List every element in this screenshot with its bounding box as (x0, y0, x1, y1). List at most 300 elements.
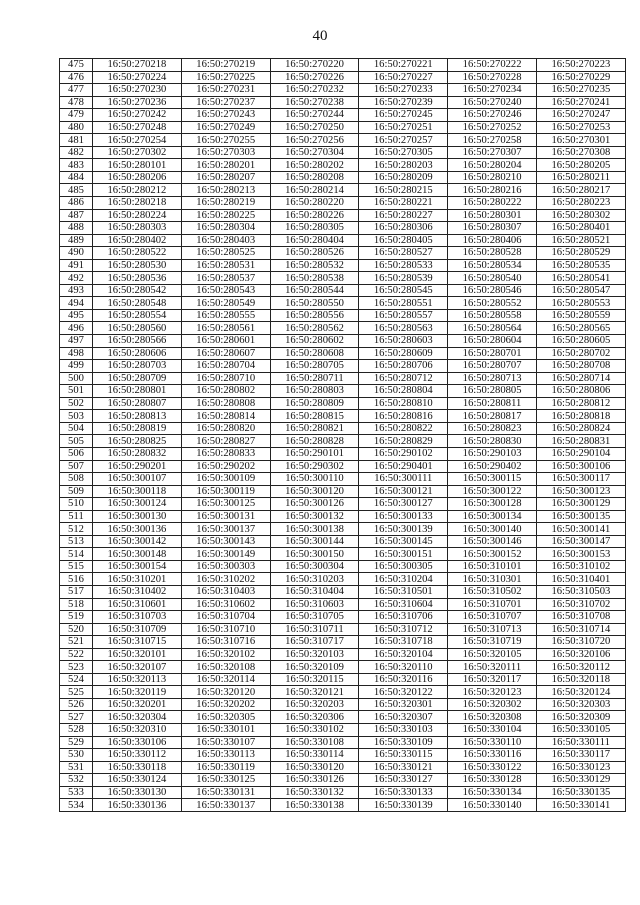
row-number-cell: 506 (60, 447, 93, 460)
row-number-cell: 523 (60, 661, 93, 674)
cadastral-number-cell: 16:50:280556 (270, 309, 359, 322)
cadastral-number-cell: 16:50:300118 (93, 485, 182, 498)
cadastral-number-cell: 16:50:270228 (448, 71, 537, 84)
cadastral-number-cell: 16:50:270307 (448, 146, 537, 159)
table-row (60, 84, 626, 97)
cadastral-number-cell: 16:50:280402 (93, 234, 182, 247)
cadastral-number-cell: 16:50:300134 (448, 510, 537, 523)
cadastral-table (59, 58, 626, 812)
table-row (60, 297, 626, 310)
table-row (60, 673, 626, 686)
row-number-cell: 509 (60, 485, 93, 498)
cadastral-number-cell: 16:50:320109 (270, 661, 359, 674)
table-row (60, 96, 626, 109)
cadastral-number-cell: 16:50:280522 (93, 247, 182, 260)
cadastral-number-cell: 16:50:280803 (270, 385, 359, 398)
cadastral-number-cell: 16:50:280534 (448, 259, 537, 272)
cadastral-number-cell: 16:50:270246 (448, 109, 537, 122)
cadastral-number-cell: 16:50:280831 (536, 435, 625, 448)
cadastral-number-cell: 16:50:310503 (536, 585, 625, 598)
cadastral-number-cell: 16:50:300120 (270, 485, 359, 498)
cadastral-number-cell: 16:50:280530 (93, 259, 182, 272)
cadastral-number-cell: 16:50:320116 (359, 673, 448, 686)
cadastral-number-cell: 16:50:310705 (270, 611, 359, 624)
cadastral-number-cell: 16:50:320124 (536, 686, 625, 699)
cadastral-number-cell: 16:50:290104 (536, 447, 625, 460)
cadastral-number-cell: 16:50:280706 (359, 360, 448, 373)
table-row (60, 360, 626, 373)
cadastral-number-cell: 16:50:280101 (93, 159, 182, 172)
row-number-cell: 500 (60, 372, 93, 385)
cadastral-number-cell: 16:50:310202 (181, 573, 270, 586)
table-row (60, 184, 626, 197)
cadastral-number-cell: 16:50:310402 (93, 585, 182, 598)
cadastral-number-cell: 16:50:270302 (93, 146, 182, 159)
table-row (60, 335, 626, 348)
cadastral-number-cell: 16:50:270236 (93, 96, 182, 109)
cadastral-number-cell: 16:50:330122 (448, 761, 537, 774)
cadastral-number-cell: 16:50:270249 (181, 121, 270, 134)
cadastral-number-cell: 16:50:310707 (448, 611, 537, 624)
cadastral-number-cell: 16:50:330123 (536, 761, 625, 774)
cadastral-number-cell: 16:50:320112 (536, 661, 625, 674)
cadastral-number-cell: 16:50:270251 (359, 121, 448, 134)
cadastral-number-cell: 16:50:300107 (93, 473, 182, 486)
row-number-cell: 517 (60, 585, 93, 598)
cadastral-number-cell: 16:50:330120 (270, 761, 359, 774)
cadastral-number-cell: 16:50:280537 (181, 272, 270, 285)
row-number-cell: 484 (60, 171, 93, 184)
cadastral-number-cell: 16:50:270230 (93, 84, 182, 97)
cadastral-number-cell: 16:50:280227 (359, 209, 448, 222)
table-row (60, 134, 626, 147)
cadastral-number-cell: 16:50:280210 (448, 171, 537, 184)
row-number-cell: 478 (60, 96, 93, 109)
cadastral-number-cell: 16:50:310601 (93, 598, 182, 611)
row-number-cell: 496 (60, 322, 93, 335)
cadastral-number-cell: 16:50:310714 (536, 623, 625, 636)
cadastral-number-cell: 16:50:280208 (270, 171, 359, 184)
cadastral-number-cell: 16:50:280201 (181, 159, 270, 172)
cadastral-number-cell: 16:50:310709 (93, 623, 182, 636)
cadastral-number-cell: 16:50:300115 (448, 473, 537, 486)
cadastral-number-cell: 16:50:280805 (448, 385, 537, 398)
cadastral-number-cell: 16:50:280808 (181, 397, 270, 410)
cadastral-number-cell: 16:50:280224 (93, 209, 182, 222)
cadastral-number-cell: 16:50:280301 (448, 209, 537, 222)
cadastral-number-cell: 16:50:310102 (536, 560, 625, 573)
row-number-cell: 485 (60, 184, 93, 197)
cadastral-number-cell: 16:50:270237 (181, 96, 270, 109)
cadastral-number-cell: 16:50:320306 (270, 711, 359, 724)
table-row (60, 209, 626, 222)
cadastral-number-cell: 16:50:270218 (93, 59, 182, 72)
cadastral-number-cell: 16:50:330130 (93, 786, 182, 799)
cadastral-number-cell: 16:50:280547 (536, 284, 625, 297)
row-number-cell: 513 (60, 535, 93, 548)
cadastral-number-cell: 16:50:330128 (448, 774, 537, 787)
cadastral-number-cell: 16:50:310713 (448, 623, 537, 636)
table-row (60, 523, 626, 536)
cadastral-number-cell: 16:50:320105 (448, 648, 537, 661)
row-number-cell: 491 (60, 259, 93, 272)
cadastral-number-cell: 16:50:280220 (270, 197, 359, 210)
cadastral-number-cell: 16:50:280535 (536, 259, 625, 272)
cadastral-number-cell: 16:50:280807 (93, 397, 182, 410)
cadastral-number-cell: 16:50:270224 (93, 71, 182, 84)
cadastral-number-cell: 16:50:300145 (359, 535, 448, 548)
cadastral-number-cell: 16:50:270244 (270, 109, 359, 122)
cadastral-number-cell: 16:50:320122 (359, 686, 448, 699)
cadastral-number-cell: 16:50:280550 (270, 297, 359, 310)
cadastral-number-cell: 16:50:280813 (93, 410, 182, 423)
cadastral-number-cell: 16:50:270252 (448, 121, 537, 134)
cadastral-number-cell: 16:50:290202 (181, 460, 270, 473)
table-row (60, 711, 626, 724)
cadastral-number-cell: 16:50:330114 (270, 749, 359, 762)
cadastral-number-cell: 16:50:280701 (448, 347, 537, 360)
row-number-cell: 530 (60, 749, 93, 762)
table-row (60, 422, 626, 435)
cadastral-number-cell: 16:50:280205 (536, 159, 625, 172)
cadastral-number-cell: 16:50:270220 (270, 59, 359, 72)
cadastral-number-cell: 16:50:280708 (536, 360, 625, 373)
table-row (60, 460, 626, 473)
cadastral-number-cell: 16:50:330106 (93, 736, 182, 749)
cadastral-number-cell: 16:50:300106 (536, 460, 625, 473)
cadastral-number-cell: 16:50:280558 (448, 309, 537, 322)
cadastral-number-cell: 16:50:280712 (359, 372, 448, 385)
cadastral-number-cell: 16:50:330105 (536, 723, 625, 736)
cadastral-number-cell: 16:50:300150 (270, 548, 359, 561)
cadastral-number-cell: 16:50:280539 (359, 272, 448, 285)
cadastral-number-cell: 16:50:300126 (270, 498, 359, 511)
cadastral-number-cell: 16:50:280215 (359, 184, 448, 197)
cadastral-number-cell: 16:50:280802 (181, 385, 270, 398)
table-row (60, 59, 626, 72)
cadastral-number-cell: 16:50:280303 (93, 222, 182, 235)
row-number-cell: 533 (60, 786, 93, 799)
row-number-cell: 507 (60, 460, 93, 473)
cadastral-number-cell: 16:50:320103 (270, 648, 359, 661)
table-row (60, 284, 626, 297)
cadastral-number-cell: 16:50:330138 (270, 799, 359, 812)
cadastral-number-cell: 16:50:330132 (270, 786, 359, 799)
cadastral-number-cell: 16:50:280561 (181, 322, 270, 335)
cadastral-number-cell: 16:50:280833 (181, 447, 270, 460)
cadastral-number-cell: 16:50:300131 (181, 510, 270, 523)
cadastral-number-cell: 16:50:280607 (181, 347, 270, 360)
table-row (60, 535, 626, 548)
table-row (60, 736, 626, 749)
cadastral-number-cell: 16:50:300141 (536, 523, 625, 536)
cadastral-number-cell: 16:50:300143 (181, 535, 270, 548)
cadastral-number-cell: 16:50:290302 (270, 460, 359, 473)
cadastral-number-cell: 16:50:280605 (536, 335, 625, 348)
row-number-cell: 514 (60, 548, 93, 561)
row-number-cell: 481 (60, 134, 93, 147)
cadastral-number-cell: 16:50:280552 (448, 297, 537, 310)
cadastral-number-cell: 16:50:330101 (181, 723, 270, 736)
cadastral-number-cell: 16:50:280214 (270, 184, 359, 197)
cadastral-number-cell: 16:50:320106 (536, 648, 625, 661)
cadastral-number-cell: 16:50:280403 (181, 234, 270, 247)
cadastral-number-cell: 16:50:320119 (93, 686, 182, 699)
row-number-cell: 511 (60, 510, 93, 523)
cadastral-number-cell: 16:50:280818 (536, 410, 625, 423)
cadastral-number-cell: 16:50:330115 (359, 749, 448, 762)
table-row (60, 573, 626, 586)
cadastral-number-cell: 16:50:280814 (181, 410, 270, 423)
cadastral-number-cell: 16:50:270238 (270, 96, 359, 109)
cadastral-number-cell: 16:50:300109 (181, 473, 270, 486)
table-row (60, 585, 626, 598)
cadastral-number-cell: 16:50:310717 (270, 636, 359, 649)
cadastral-number-cell: 16:50:280832 (93, 447, 182, 460)
cadastral-number-cell: 16:50:280564 (448, 322, 537, 335)
table-row (60, 222, 626, 235)
cadastral-number-cell: 16:50:280809 (270, 397, 359, 410)
cadastral-number-cell: 16:50:270245 (359, 109, 448, 122)
cadastral-number-cell: 16:50:300117 (536, 473, 625, 486)
cadastral-number-cell: 16:50:300130 (93, 510, 182, 523)
row-number-cell: 524 (60, 673, 93, 686)
cadastral-number-cell: 16:50:270226 (270, 71, 359, 84)
cadastral-number-cell: 16:50:280821 (270, 422, 359, 435)
cadastral-number-cell: 16:50:320117 (448, 673, 537, 686)
cadastral-number-cell: 16:50:280601 (181, 335, 270, 348)
cadastral-number-cell: 16:50:280540 (448, 272, 537, 285)
cadastral-number-cell: 16:50:280829 (359, 435, 448, 448)
cadastral-number-cell: 16:50:280538 (270, 272, 359, 285)
cadastral-number-cell: 16:50:280555 (181, 309, 270, 322)
cadastral-number-cell: 16:50:310715 (93, 636, 182, 649)
row-number-cell: 477 (60, 84, 93, 97)
table-row (60, 234, 626, 247)
cadastral-number-cell: 16:50:280533 (359, 259, 448, 272)
cadastral-number-cell: 16:50:280554 (93, 309, 182, 322)
cadastral-number-cell: 16:50:330107 (181, 736, 270, 749)
cadastral-number-cell: 16:50:310404 (270, 585, 359, 598)
table-row (60, 560, 626, 573)
cadastral-number-cell: 16:50:270304 (270, 146, 359, 159)
row-number-cell: 521 (60, 636, 93, 649)
cadastral-number-cell: 16:50:280609 (359, 347, 448, 360)
cadastral-number-cell: 16:50:300125 (181, 498, 270, 511)
cadastral-number-cell: 16:50:270243 (181, 109, 270, 122)
cadastral-number-cell: 16:50:300154 (93, 560, 182, 573)
cadastral-number-cell: 16:50:320115 (270, 673, 359, 686)
row-number-cell: 532 (60, 774, 93, 787)
cadastral-number-cell: 16:50:270225 (181, 71, 270, 84)
cadastral-number-cell: 16:50:300147 (536, 535, 625, 548)
cadastral-number-cell: 16:50:330118 (93, 761, 182, 774)
cadastral-number-cell: 16:50:280711 (270, 372, 359, 385)
row-number-cell: 528 (60, 723, 93, 736)
cadastral-number-cell: 16:50:280713 (448, 372, 537, 385)
cadastral-number-cell: 16:50:280827 (181, 435, 270, 448)
cadastral-number-cell: 16:50:300128 (448, 498, 537, 511)
row-number-cell: 518 (60, 598, 93, 611)
cadastral-number-cell: 16:50:280702 (536, 347, 625, 360)
cadastral-number-cell: 16:50:330127 (359, 774, 448, 787)
cadastral-number-cell: 16:50:280218 (93, 197, 182, 210)
cadastral-number-cell: 16:50:270254 (93, 134, 182, 147)
cadastral-number-cell: 16:50:300140 (448, 523, 537, 536)
cadastral-number-cell: 16:50:320113 (93, 673, 182, 686)
cadastral-number-cell: 16:50:330133 (359, 786, 448, 799)
cadastral-number-cell: 16:50:330116 (448, 749, 537, 762)
cadastral-number-cell: 16:50:280709 (93, 372, 182, 385)
cadastral-number-cell: 16:50:320121 (270, 686, 359, 699)
table-row (60, 159, 626, 172)
cadastral-number-cell: 16:50:280817 (448, 410, 537, 423)
cadastral-number-cell: 16:50:300127 (359, 498, 448, 511)
row-number-cell: 497 (60, 335, 93, 348)
cadastral-number-cell: 16:50:300151 (359, 548, 448, 561)
cadastral-number-cell: 16:50:300122 (448, 485, 537, 498)
cadastral-number-cell: 16:50:320310 (93, 723, 182, 736)
cadastral-number-cell: 16:50:270303 (181, 146, 270, 159)
cadastral-number-cell: 16:50:320309 (536, 711, 625, 724)
table-row (60, 774, 626, 787)
cadastral-number-cell: 16:50:280830 (448, 435, 537, 448)
table-row (60, 473, 626, 486)
cadastral-number-cell: 16:50:280544 (270, 284, 359, 297)
cadastral-number-cell: 16:50:280543 (181, 284, 270, 297)
cadastral-number-cell: 16:50:270231 (181, 84, 270, 97)
row-number-cell: 510 (60, 498, 93, 511)
table-row (60, 636, 626, 649)
cadastral-number-cell: 16:50:310502 (448, 585, 537, 598)
cadastral-number-cell: 16:50:270301 (536, 134, 625, 147)
table-row (60, 661, 626, 674)
row-number-cell: 499 (60, 360, 93, 373)
cadastral-number-cell: 16:50:280557 (359, 309, 448, 322)
cadastral-number-cell: 16:50:280531 (181, 259, 270, 272)
cadastral-number-cell: 16:50:310501 (359, 585, 448, 598)
cadastral-number-cell: 16:50:270235 (536, 84, 625, 97)
cadastral-number-cell: 16:50:320201 (93, 698, 182, 711)
cadastral-number-cell: 16:50:280710 (181, 372, 270, 385)
cadastral-number-cell: 16:50:320202 (181, 698, 270, 711)
row-number-cell: 522 (60, 648, 93, 661)
cadastral-number-cell: 16:50:320110 (359, 661, 448, 674)
table-row (60, 723, 626, 736)
table-row (60, 510, 626, 523)
row-number-cell: 488 (60, 222, 93, 235)
cadastral-number-cell: 16:50:280549 (181, 297, 270, 310)
table-row (60, 435, 626, 448)
table-row (60, 397, 626, 410)
cadastral-number-cell: 16:50:320102 (181, 648, 270, 661)
cadastral-number-cell: 16:50:280545 (359, 284, 448, 297)
cadastral-number-cell: 16:50:290402 (448, 460, 537, 473)
row-number-cell: 495 (60, 309, 93, 322)
cadastral-number-cell: 16:50:280548 (93, 297, 182, 310)
cadastral-number-cell: 16:50:280203 (359, 159, 448, 172)
cadastral-number-cell: 16:50:320301 (359, 698, 448, 711)
page-number: 40 (312, 28, 328, 44)
cadastral-number-cell: 16:50:280703 (93, 360, 182, 373)
cadastral-number-cell: 16:50:280704 (181, 360, 270, 373)
cadastral-number-cell: 16:50:310710 (181, 623, 270, 636)
cadastral-number-cell: 16:50:280810 (359, 397, 448, 410)
cadastral-number-cell: 16:50:270305 (359, 146, 448, 159)
cadastral-number-cell: 16:50:270258 (448, 134, 537, 147)
row-number-cell: 502 (60, 397, 93, 410)
row-number-cell: 527 (60, 711, 93, 724)
cadastral-number-cell: 16:50:280221 (359, 197, 448, 210)
cadastral-number-cell: 16:50:310101 (448, 560, 537, 573)
cadastral-number-cell: 16:50:280527 (359, 247, 448, 260)
row-number-cell: 489 (60, 234, 93, 247)
cadastral-number-cell: 16:50:270255 (181, 134, 270, 147)
cadastral-number-cell: 16:50:310704 (181, 611, 270, 624)
cadastral-number-cell: 16:50:280822 (359, 422, 448, 435)
cadastral-number-cell: 16:50:280705 (270, 360, 359, 373)
cadastral-number-cell: 16:50:320304 (93, 711, 182, 724)
cadastral-number-cell: 16:50:280820 (181, 422, 270, 435)
cadastral-number-cell: 16:50:310602 (181, 598, 270, 611)
cadastral-number-cell: 16:50:280307 (448, 222, 537, 235)
cadastral-number-cell: 16:50:330136 (93, 799, 182, 812)
cadastral-number-cell: 16:50:300304 (270, 560, 359, 573)
row-number-cell: 504 (60, 422, 93, 435)
row-number-cell: 529 (60, 736, 93, 749)
cadastral-number-cell: 16:50:280824 (536, 422, 625, 435)
cadastral-number-cell: 16:50:310203 (270, 573, 359, 586)
cadastral-number-cell: 16:50:280521 (536, 234, 625, 247)
cadastral-number-cell: 16:50:300133 (359, 510, 448, 523)
cadastral-number-cell: 16:50:280217 (536, 184, 625, 197)
cadastral-number-cell: 16:50:280559 (536, 309, 625, 322)
cadastral-number-cell: 16:50:310603 (270, 598, 359, 611)
cadastral-number-cell: 16:50:280825 (93, 435, 182, 448)
cadastral-number-cell: 16:50:330137 (181, 799, 270, 812)
table-row (60, 648, 626, 661)
cadastral-number-cell: 16:50:330104 (448, 723, 537, 736)
row-number-cell: 505 (60, 435, 93, 448)
cadastral-number-cell: 16:50:320123 (448, 686, 537, 699)
cadastral-number-cell: 16:50:320107 (93, 661, 182, 674)
cadastral-number-cell: 16:50:300148 (93, 548, 182, 561)
cadastral-number-cell: 16:50:320120 (181, 686, 270, 699)
cadastral-number-cell: 16:50:320101 (93, 648, 182, 661)
table-row (60, 71, 626, 84)
cadastral-number-cell: 16:50:280525 (181, 247, 270, 260)
cadastral-number-cell: 16:50:280207 (181, 171, 270, 184)
row-number-cell: 482 (60, 146, 93, 159)
cadastral-number-cell: 16:50:270241 (536, 96, 625, 109)
cadastral-number-cell: 16:50:280608 (270, 347, 359, 360)
cadastral-number-cell: 16:50:300303 (181, 560, 270, 573)
cadastral-number-cell: 16:50:300124 (93, 498, 182, 511)
cadastral-number-cell: 16:50:280563 (359, 322, 448, 335)
cadastral-number-cell: 16:50:270221 (359, 59, 448, 72)
cadastral-number-cell: 16:50:280223 (536, 197, 625, 210)
cadastral-number-cell: 16:50:330131 (181, 786, 270, 799)
row-number-cell: 483 (60, 159, 93, 172)
cadastral-number-cell: 16:50:280714 (536, 372, 625, 385)
row-number-cell: 526 (60, 698, 93, 711)
cadastral-number-cell: 16:50:280209 (359, 171, 448, 184)
cadastral-number-cell: 16:50:320303 (536, 698, 625, 711)
cadastral-number-cell: 16:50:280603 (359, 335, 448, 348)
table-row (60, 799, 626, 812)
cadastral-number-cell: 16:50:270223 (536, 59, 625, 72)
cadastral-number-cell: 16:50:270240 (448, 96, 537, 109)
